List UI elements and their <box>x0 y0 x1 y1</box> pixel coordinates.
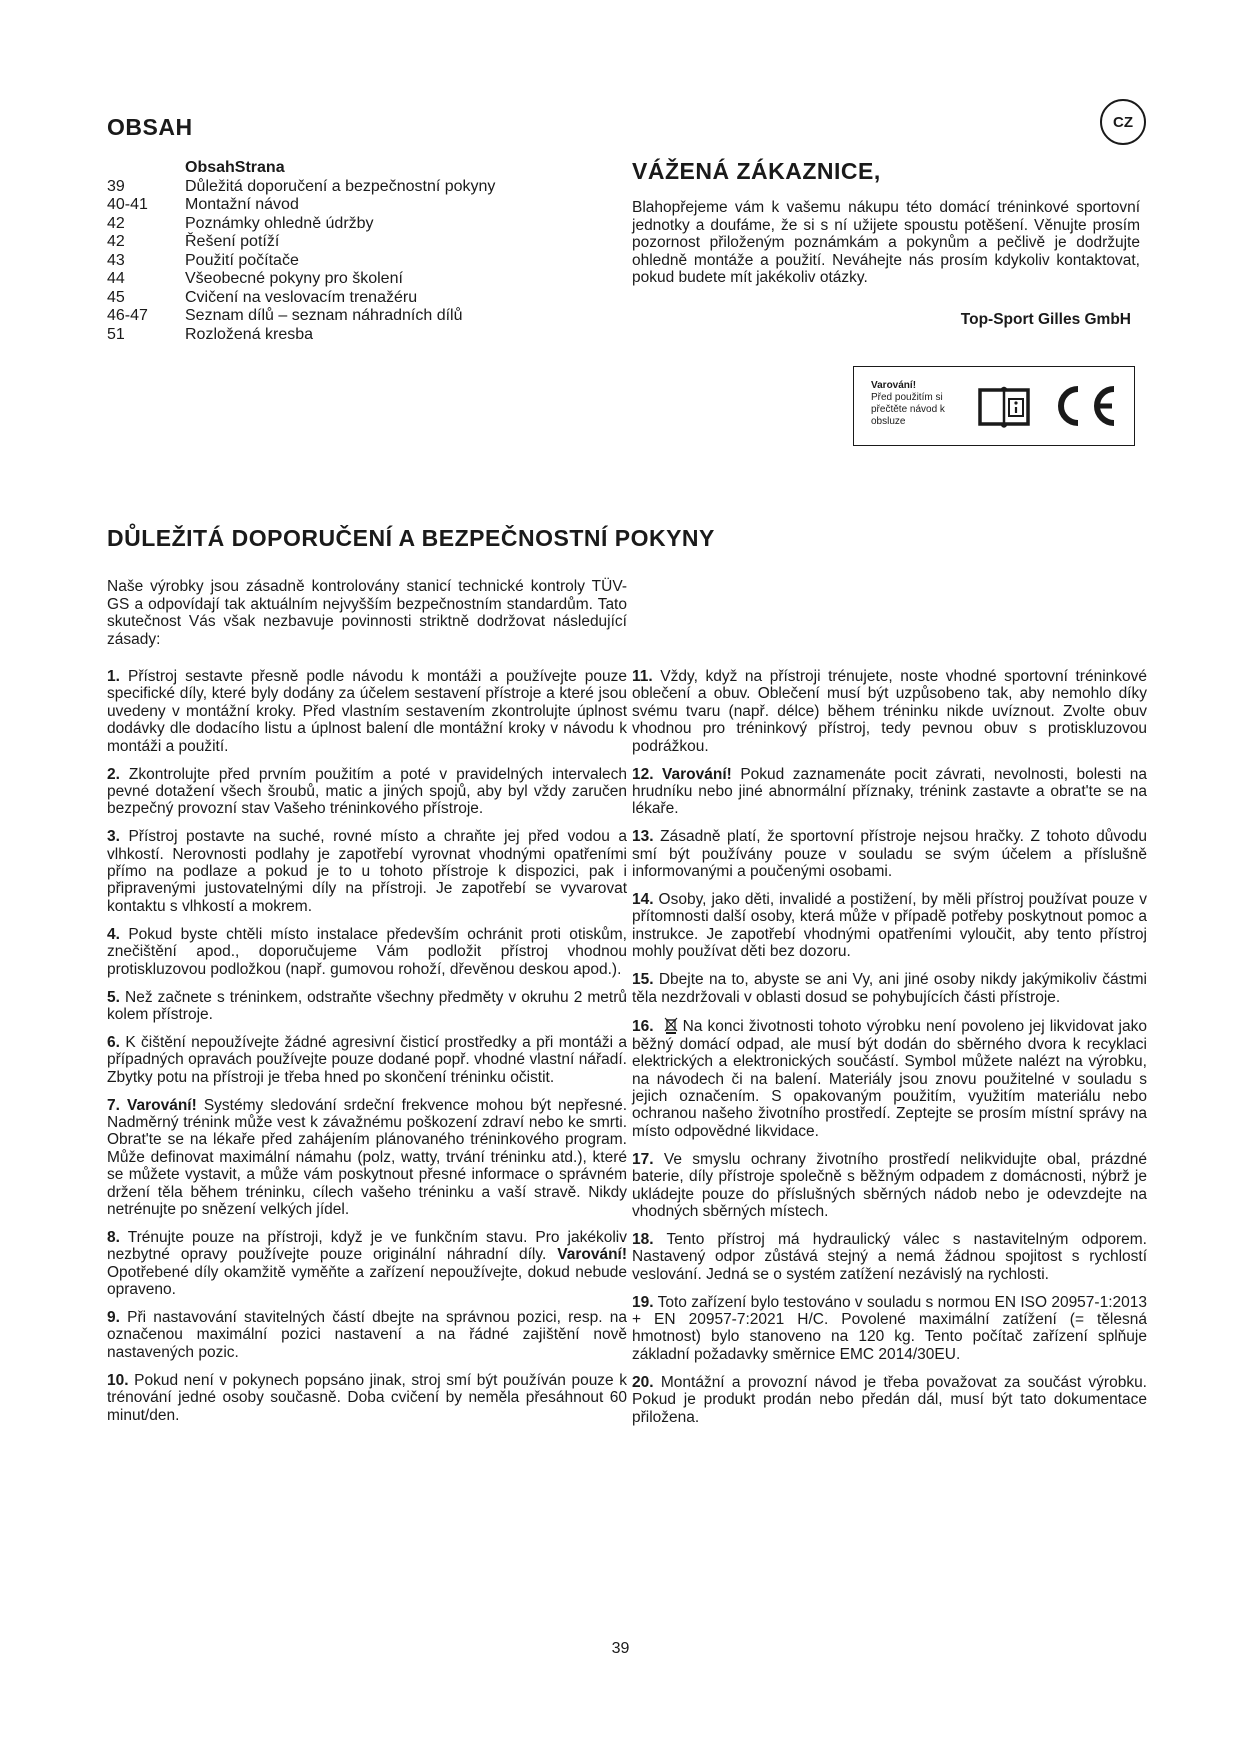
warning-title: Varování! <box>871 380 917 391</box>
toc-entry-title: Použití počítače <box>185 251 299 269</box>
toc-entry-title: Řešení potíží <box>185 233 280 250</box>
toc-page-number: 42 <box>107 214 125 232</box>
item-number: 16. <box>632 1018 654 1036</box>
toc-entry-title: Seznam dílů – seznam náhradních dílů <box>185 307 463 324</box>
toc-row <box>107 215 567 234</box>
toc-page-number: 46-47 <box>107 307 148 324</box>
safety-item <box>632 1294 1147 1364</box>
safety-item <box>107 1034 627 1086</box>
item-text: Toto zařízení bylo testováno v souladu s normou EN ISO 20957-1:2013 + EN 20957-7:2021 H/C. Povolené maximální zatížení (= tělesná hmotnost) bylo stanoveno na 120 kg. Tento počítač zařízení splňuje základní požadavky směrnice EMC 2014/30EU. <box>632 1293 1147 1363</box>
toc-page-number: 42 <box>107 233 125 250</box>
company-name: Top-Sport Gilles GmbH <box>960 311 1131 328</box>
item-number: 12. <box>632 765 654 783</box>
item-text: Systémy sledování srdeční frekvence mohou být nepřesné. Nadměrný trénink může vest k závažnému poškození zdraví nebo ke smrti. Obrat'te se na lékaře před zahájením plánovaného tréninkového program. Může definovat maximální námahu (polz, watty, trvání tréninku atd.), které se můžete vystavit, a může vám poskytnout přesné informace o správném držení těla během tréninku, cílech vašeho tréninku a vaší stravě. Nikdy netrénujte po snězení velkých jídel. <box>107 1096 627 1218</box>
safety-item <box>107 926 627 978</box>
toc-entry-title: Všeobecné pokyny pro školení <box>185 270 403 287</box>
item-text-cont: Opotřebené díly okamžitě vyměňte a zařízení nepoužívejte, dokud nebude opraveno. <box>107 1263 627 1299</box>
item-text: Tento přístroj má hydraulický válec s nastavitelným odporem. Nastavený odpor zůstává stejný a nemá žádnou spojitost s rychlostí veslování. Jedná se o systém zatížení nezávislý na rychlosti. <box>632 1230 1147 1283</box>
item-number: 18. <box>632 1230 654 1248</box>
safety-item <box>107 1372 627 1424</box>
item-number: 19. <box>632 1293 654 1311</box>
item-text: Na konci životnosti tohoto výrobku není povoleno jej likvidovat jako běžný domácí odpad, ale musí být dodán do sběrného dvora k recyklaci elektrických a elektronických součástí. Symbol můžete nalézt na výrobku, na návodech či na balení. Materiály jsou znovu použitelné v souladu s jejich označením. S opakovaným použitím, využitím materiálu nebo ochranou našeho životního prostředí. Zeptejte se prosím místní správy na místo odpovědné likvidace. <box>632 1018 1147 1140</box>
item-number: 2. <box>107 765 120 783</box>
item-text: Zásadně platí, že sportovní přístroje nejsou hračky. Z tohoto důvodu smí být používány pouze v souladu se svým účelem a příslušně informovanými a poučenými osobami. <box>632 828 1147 881</box>
toc-row <box>107 289 567 308</box>
toc-row <box>107 233 567 252</box>
safety-item <box>632 1231 1147 1283</box>
safety-item <box>107 989 627 1024</box>
toc-page-number: 44 <box>107 270 125 287</box>
item-number: 15. <box>632 971 654 989</box>
safety-heading: DŮLEŽITÁ DOPORUČENÍ A BEZPEČNOSTNÍ POKYNY <box>107 525 715 551</box>
toc-column-header: ObsahStrana <box>185 159 285 176</box>
toc-heading: OBSAH <box>107 114 193 140</box>
ce-mark-text: CE <box>1046 381 1048 382</box>
toc-entry-title: Montažní návod <box>185 196 299 213</box>
toc-row <box>107 270 567 289</box>
safety-item <box>107 1229 627 1299</box>
warning-text-block <box>871 380 971 428</box>
toc-page-number: 45 <box>107 288 125 306</box>
toc-page-number: 43 <box>107 251 125 269</box>
safety-item <box>632 1374 1147 1426</box>
toc-entry-title: Důležitá doporučení a bezpečnostní pokyny <box>185 177 496 195</box>
item-number: 5. <box>107 988 120 1006</box>
item-number: 6. <box>107 1033 120 1051</box>
page-number: 39 <box>611 1640 630 1657</box>
item-number: 20. <box>632 1373 654 1391</box>
greeting-text: Blahopřejeme vám k vašemu nákupu této domácí tréninkové sportovní jednotky a doufáme, že si s ní užijete spoustu potěšení. Věnujte prosím pozornost přiloženým poznámkám a pokynům a pečlivě je dodržujte ohledně montáže a použití. Neváhejte nás prosím kdykoliv kontaktovat, pokud budete mít jakékoliv otázky. <box>632 199 1140 286</box>
item-text: Při nastavování stavitelných částí dbejte na správnou pozici, resp. na označenou maximální pozici nastavení a na řádné zajištění nově nastavených pozic. <box>107 1309 627 1361</box>
toc-entry-title: Cvičení na veslovacím trenažéru <box>185 288 418 306</box>
safety-item <box>107 828 627 915</box>
safety-item <box>632 1016 1147 1140</box>
toc-entry-title: Poznámky ohledně údržby <box>185 214 374 232</box>
item-number: 14. <box>632 890 654 908</box>
item-text: Pokud byste chtěli místo instalace především ochránit proti otiskům, znečištění apod., doporučujeme Vám podložit přístroj vhodnou protiskluzovou podložkou (např. gumovou rohoží, dřevěnou deskou apod.). <box>107 925 627 978</box>
crossed-bin-icon <box>663 1016 679 1034</box>
safety-item <box>107 1097 627 1219</box>
toc-page-number: 51 <box>107 325 125 343</box>
item-text: Přístroj sestavte přesně podle návodu k montáži a používejte pouze specifické díly, které byly dodány za účelem sestavení přístroje a které jsou uvedeny v montážní kroky. Před vlastním sestavením zkontrolujte úplnost dodávky dle dodacího listu a úplnost balení dle montážní kroky v návodu k montáži a použití. <box>107 668 627 755</box>
toc-row <box>107 326 567 345</box>
item-number: 4. <box>107 925 120 943</box>
item-text: Než začnete s tréninkem, odstraňte všechny předměty v okruhu 2 metrů kolem přístroje. <box>107 988 627 1023</box>
safety-item <box>632 828 1147 880</box>
safety-item <box>632 891 1147 961</box>
item-text: Ve smyslu ochrany životního prostředí nelikvidujte obal, prázdné baterie, díly přístroje společně s běžným odpadem z domácnosti, nýbrž je ukládejte pouze do příslušných sběrných nádob nebo je odevzdejte na vhodných sběrných místech. <box>632 1150 1147 1220</box>
safety-item <box>107 668 627 755</box>
toc-row <box>107 178 567 197</box>
item-text: Pokud zaznamenáte pocit závrati, nevolnosti, bolesti na hrudníku nebo jiné abnormální příznaky, trénink zastavte a obrat'te se na lékaře. <box>632 765 1148 818</box>
toc-row <box>107 196 567 215</box>
item-number: 9. <box>107 1309 120 1326</box>
safety-item <box>632 1151 1147 1221</box>
item-number: 13. <box>632 828 654 846</box>
safety-left-column <box>107 668 627 1434</box>
toc-row <box>107 252 567 271</box>
warning-label: Varování! <box>127 1096 197 1114</box>
ce-mark-icon <box>1046 381 1122 431</box>
toc-row <box>107 307 567 326</box>
warning-instruction: Před použitím si přečtěte návod k obsluze <box>871 392 945 427</box>
toc-entry-title: Rozložená kresba <box>185 325 314 343</box>
safety-item <box>632 766 1147 818</box>
item-number: 11. <box>632 668 653 685</box>
toc-page-number: 40-41 <box>107 196 148 213</box>
item-text: K čištění nepoužívejte žádné agresivní čisticí prostředky a při montáži a případných opravách používejte pouze dodané popř. vhodné vlastní nářadí. Zbytky potu na přístroji je třeba hned po skončení tréninku očistit. <box>107 1033 627 1086</box>
safety-item <box>107 1309 627 1361</box>
item-text: Pokud není v pokynech popsáno jinak, stroj smí být používán pouze k trénování jedné osoby současně. Doba cvičení by neměla přesáhnout 60 minut/den. <box>107 1371 627 1424</box>
language-badge: CZ <box>1100 99 1146 145</box>
item-text: Montážní a provozní návod je třeba považovat za součást výrobku. Pokud je produkt prodán nebo předán dál, musí být tato dokumentace přiložena. <box>632 1373 1147 1426</box>
item-text: Dbejte na to, abyste se ani Vy, ani jiné osoby nikdy jakýmikoliv částmi těla nezdržovali v oblasti dosud se pohybujících části přístroje. <box>632 971 1147 1006</box>
toc-page-number: 39 <box>107 177 125 195</box>
safety-item <box>632 971 1147 1006</box>
safety-item <box>107 766 627 818</box>
read-manual-icon <box>976 382 1032 430</box>
item-text: Vždy, když na přístroji trénujete, noste vhodné sportovní tréninkové oblečení a obuv. Oblečení musí být uzpůsobeno tak, aby nemohlo díky svému tvaru (např. délce) během tréninku nikde uvíznout. Zvolte obuv vhodnou pro tréninkový přístroj, tedy pevnou obuv s protiskluzovou podrážkou. <box>632 668 1148 755</box>
safety-right-column <box>632 668 1147 1436</box>
item-text: Trénujte pouze na přístroji, když je ve funkčním stavu. Pro jakékoliv nezbytné opravy používejte pouze originální náhradní díly. <box>107 1228 627 1264</box>
table-of-contents <box>107 159 567 344</box>
item-number: 17. <box>632 1150 654 1168</box>
warning-box <box>853 366 1135 446</box>
item-text: Zkontrolujte před prvním použitím a poté v pravidelných intervalech pevné dotažení všech šroubů, matic a jiných spojů, aby byl vždy zaručen bezpečný provozní stav Vašeho tréninkového přístroje. <box>107 765 628 818</box>
safety-intro: Naše výrobky jsou zásadně kontrolovány stanicí technické kontroly TÜV-GS a odpovídají tak aktuálním nejvyšším bezpečnostním standardům. Tato skutečnost Vás však nezbavuje povinnosti striktně dodržovat následující zásady: <box>107 578 627 648</box>
item-number: 3. <box>107 828 120 846</box>
greeting-title: VÁŽENÁ ZÁKAZNICE, <box>632 158 881 184</box>
warning-label: Varování! <box>557 1246 627 1264</box>
item-text: Přístroj postavte na suché, rovné místo a chraňte jej před vodou a vlhkostí. Nerovnosti podlahy je zapotřebí vyrovnat vhodnými opatřeními přímo na podlaze a pokud je to u tohoto přístroje k dispozici, pak i připravenými justovatelnými díly na přístroji. Je zapotřebí se vyvarovat kontaktu s vlhkostí a mokrem. <box>107 828 627 915</box>
item-number: 7. <box>107 1096 120 1114</box>
item-number: 10. <box>107 1371 129 1389</box>
item-number: 1. <box>107 668 120 685</box>
item-number: 8. <box>107 1228 120 1246</box>
warning-label: Varování! <box>662 765 732 783</box>
safety-item <box>632 668 1147 755</box>
item-text: Osoby, jako děti, invalidé a postižení, by měli přístroj používat pouze v přítomnosti další osoby, která může v případě potřeby poskytnout pomoc a instrukce. Je zapotřebí vhodnými opatřeními vyloučit, aby tento přístroj mohly používat děti bez dozoru. <box>632 890 1147 961</box>
